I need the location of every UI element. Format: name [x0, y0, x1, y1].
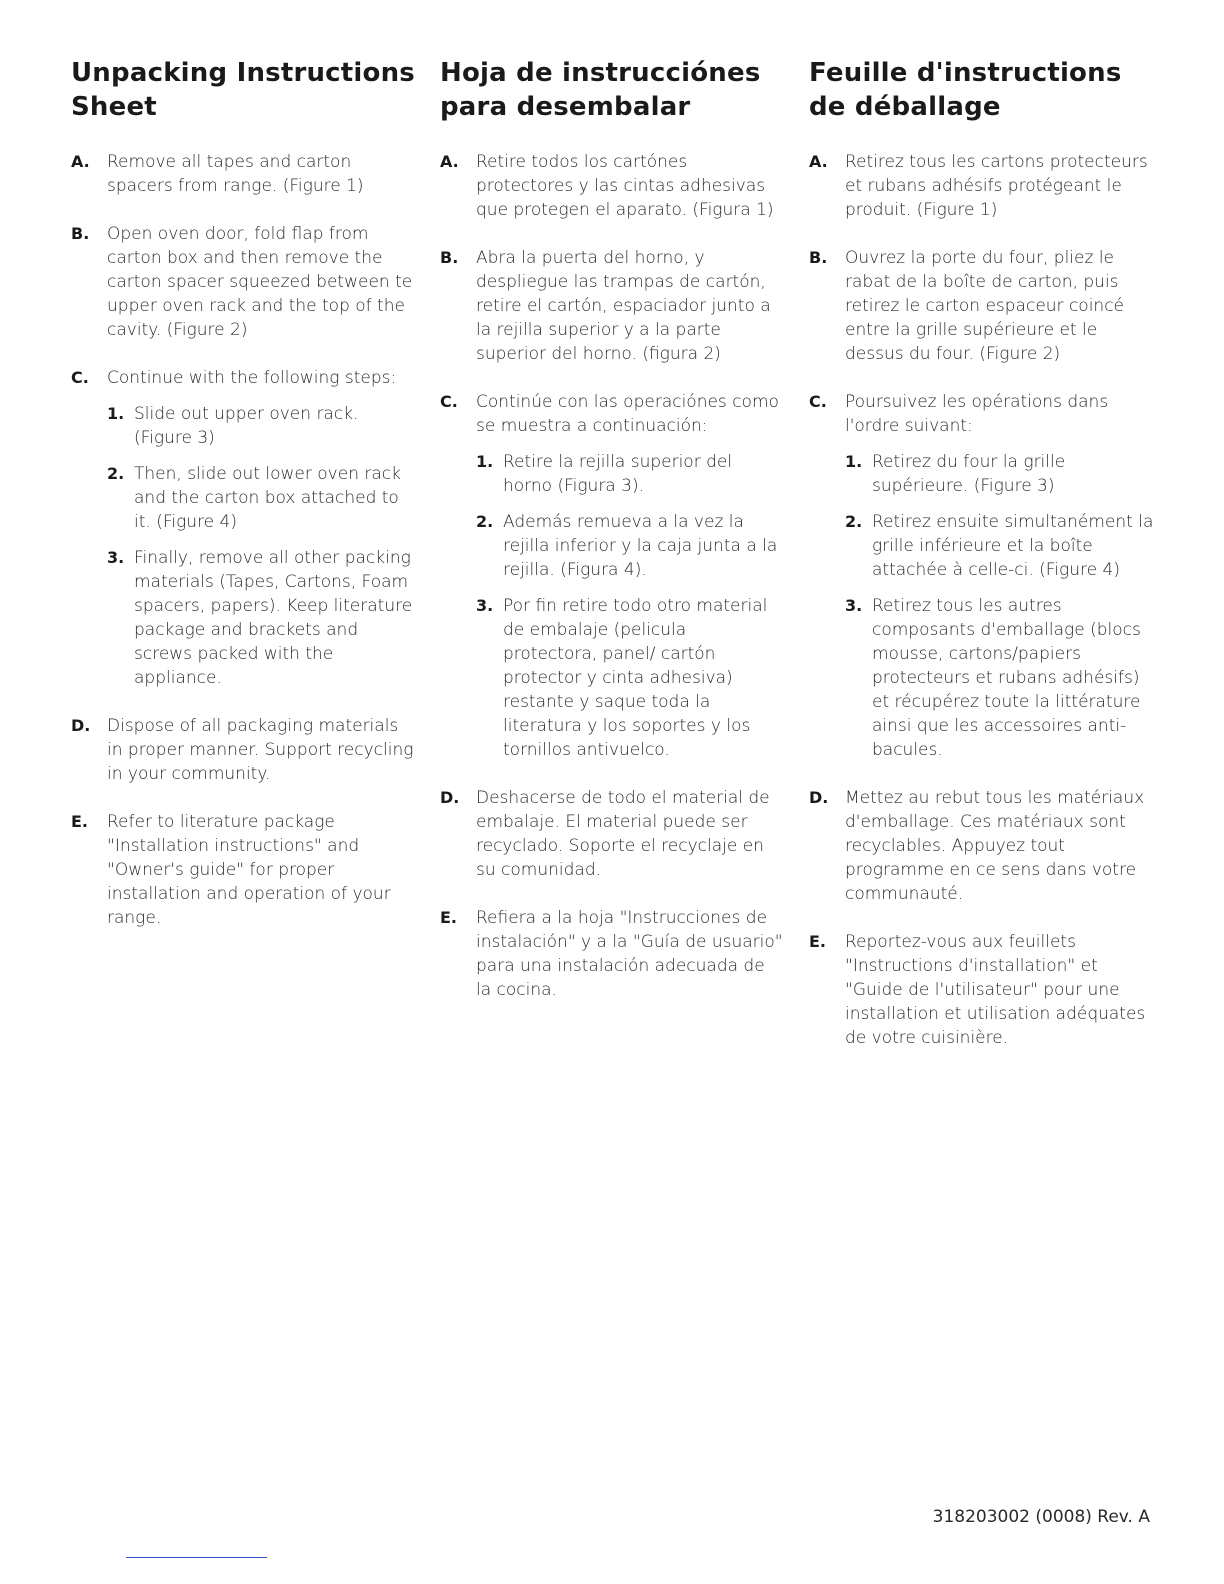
step-e [809, 930, 1154, 1050]
substep-text: Slide out upper oven rack. (Figure 3) [134, 404, 359, 448]
substep-text: Retire la rejilla superior del horno (Figura 3). [503, 452, 733, 496]
step-letter: A. [440, 152, 459, 171]
step-text: Abra la puerta del horno, y despliegue las trampas de cartón, retire el cartón, espaciador junto a la rejilla superior y a la parte superior del horno. (figura 2) [476, 248, 771, 364]
step-text: Deshacerse de todo el material de embalaje. El material puede ser recyclado. Soporte el recyclaje en su comunidad. [476, 788, 770, 880]
column-spanish [440, 56, 785, 1026]
step-text: Reportez-vous aux feuillets "Instructions d'installation" et "Guide de l'utilisateur" pour une installation et utilisation adéquates de votre cuisinière. [845, 932, 1146, 1048]
substep-number: 3. [476, 596, 494, 615]
step-letter: D. [809, 788, 829, 807]
step-text: Mettez au rebut tous les matériaux d'emballage. Ces matériaux sont recyclables. Appuyez tout programme en ce sens dans votre communauté. [845, 788, 1145, 904]
substep-number: 3. [845, 596, 863, 615]
step-text: Dispose of all packaging materials in proper manner. Support recycling in your community. [107, 716, 414, 784]
step-letter: A. [71, 152, 90, 171]
step-letter: B. [440, 248, 459, 267]
step-text: Ouvrez la porte du four, pliez le rabat de la boîte de carton, puis retirez le carton espaceur coincé entre la grille supérieure et le dessus du four. (Figure 2) [845, 248, 1124, 364]
step-letter: C. [440, 392, 458, 411]
substep-2 [107, 462, 416, 534]
step-b [440, 246, 785, 366]
step-d [809, 786, 1154, 906]
substep-text: Then, slide out lower oven rack and the carton box attached to it. (Figure 4) [134, 464, 401, 532]
step-a [71, 150, 416, 198]
substep-number: 1. [845, 452, 863, 471]
step-text: Retirez tous les cartons protecteurs et rubans adhésifs protégeant le produit. (Figure 1) [845, 152, 1148, 220]
step-text: Continúe con las operaciónes como se muestra a continuación: [476, 392, 779, 436]
step-a [809, 150, 1154, 222]
substep-1 [476, 450, 785, 498]
substep-number: 2. [476, 512, 494, 531]
substep-3 [476, 594, 785, 762]
substep-number: 2. [845, 512, 863, 531]
step-text: Open oven door, fold flap from carton box and then remove the carton spacer squeezed between te upper oven rack and the top of the cavity. (Figure 2) [107, 224, 413, 340]
substep-number: 2. [107, 464, 125, 483]
step-letter: B. [71, 224, 90, 243]
step-a [440, 150, 785, 222]
step-c [71, 366, 416, 690]
step-text: Refiera a la hoja "Instrucciones de instalación" y a la "Guía de usuario" para una instalación adecuada de la cocina. [476, 908, 783, 1000]
substep-1 [845, 450, 1154, 498]
page-title: Unpacking Instructions Sheet [71, 58, 415, 122]
document-number: 318203002 (0008) Rev. A [932, 1507, 1150, 1527]
substep-text: Retirez ensuite simultanément la grille inférieure et la boîte attachée à celle-ci. (Figure 4) [872, 512, 1154, 580]
step-c [809, 390, 1154, 762]
step-e [71, 810, 416, 930]
step-letter: E. [809, 932, 827, 951]
step-letter: D. [440, 788, 460, 807]
step-letter: C. [71, 368, 89, 387]
substep-text: Retirez du four la grille supérieure. (Figure 3) [872, 452, 1066, 496]
step-d [440, 786, 785, 882]
step-text: Poursuivez les opérations dans l'ordre suivant: [845, 392, 1109, 436]
substep-text: Por fin retire todo otro material de embalaje (pelicula protectora, panel/ cartón protector y cinta adhesiva) restante y saque toda la literatura y los soportes y los tornillos antivuelco. [503, 596, 768, 760]
substep-text: Retirez tous les autres composants d'emballage (blocs mousse, cartons/papiers protecteurs et rubans adhésifs) et récupérez toute la littérature ainsi que les accessoires anti-bacules. [872, 596, 1141, 760]
substep-text: Además remueva a la vez la rejilla inferior y la caja junta a la rejilla. (Figura 4). [503, 512, 778, 580]
page-title: Feuille d'instructions de déballage [809, 58, 1122, 122]
step-letter: E. [440, 908, 458, 927]
substep-number: 3. [107, 548, 125, 567]
step-b [809, 246, 1154, 366]
step-letter: B. [809, 248, 828, 267]
column-english [71, 56, 416, 954]
substep-number: 1. [107, 404, 125, 423]
step-d [71, 714, 416, 786]
step-b [71, 222, 416, 342]
step-letter: D. [71, 716, 91, 735]
step-letter: A. [809, 152, 828, 171]
step-c [440, 390, 785, 762]
page-title: Hoja de instrucciónes para desembalar [440, 58, 761, 122]
column-french [809, 56, 1154, 1074]
step-letter: E. [71, 812, 89, 831]
step-letter: C. [809, 392, 827, 411]
substep-number: 1. [476, 452, 494, 471]
step-text: Continue with the following steps: [107, 368, 397, 388]
step-text: Retire todos los cartónes protectores y las cintas adhesivas que protegen el aparato. (Figura 1) [476, 152, 774, 220]
step-e [440, 906, 785, 1002]
substep-3 [845, 594, 1154, 762]
step-text: Remove all tapes and carton spacers from range. (Figure 1) [107, 152, 364, 196]
substep-1 [107, 402, 416, 450]
substep-text: Finally, remove all other packing materials (Tapes, Cartons, Foam spacers, papers). Keep literature package and brackets and screws packed with the appliance. [134, 548, 413, 688]
step-text: Refer to literature package "Installation instructions" and "Owner's guide" for proper installation and operation of your range. [107, 812, 391, 928]
substep-2 [476, 510, 785, 582]
substep-3 [107, 546, 416, 690]
divider-line [126, 1557, 267, 1558]
substep-2 [845, 510, 1154, 582]
